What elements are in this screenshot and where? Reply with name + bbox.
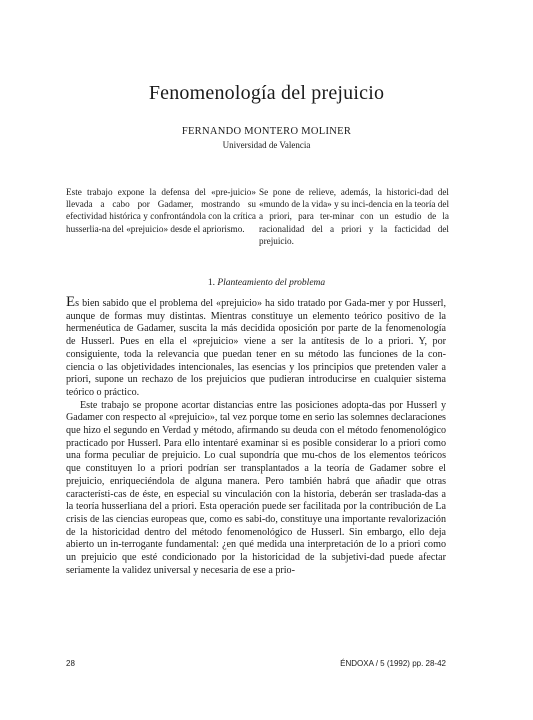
section-heading [0, 278, 533, 288]
article-title: Fenomenología del prejuicio [148, 82, 385, 104]
author-name: FERNANDO MONTERO MOLINER [181, 126, 352, 137]
body-paragraph-1 [66, 294, 446, 400]
author-affiliation: Universidad de Valencia [222, 140, 311, 150]
drop-cap: E [66, 294, 76, 310]
section-number: 1. [207, 278, 215, 288]
paragraph-1-text: s bien sabido que el problema del «prejuicio» ha sido tratado por Gada-mer y por Husserl, aunque de formas muy distintas. Mientras constituye un elemento teórico positivo de la hermenéutica de Gadamer, suscita la más decidida oposición por parte de la fenomenología de Husserl. Pues en ella el «prejuicio» viene a ser la antítesis de lo a priori. Y, por consiguiente, toda la relevancia que puedan tener en su método las funciones de la con-ciencia o las objetividades intencionales, las esencias y los principios que pretenden valer a priori, supone un rechazo de los prejuicios que pudieran introducirse en cualquier sistema teórico o práctico. [66, 298, 446, 398]
body-text [66, 294, 446, 577]
journal-reference: ÉNDOXA / 5 (1992) pp. 28-42 [340, 659, 446, 668]
page-number: 28 [66, 659, 75, 668]
body-paragraph-2: Este trabajo se propone acortar distancias entre las posiciones adopta-das por Husserl y Gadamer con respecto al «prejuicio», tal vez porque tome en serio las solemnes declaraciones que hizo el segundo en Verdad y método, afirmando su deuda con el método fenomenológico practicado por Husserl. Para ello intentaré examinar si es posible considerar lo a priori como una forma peculiar de prejuicio. Lo cual supondría que mu-chos de los elementos teóricos que constituyen lo a priori podrían ser transplantados a la teoría de Gadamer sobre el prejuicio, enriqueciéndola de alguna manera. Pero también habrá que añadir que otras característi-cas de éste, en especial su vinculación con la historia, deberán ser traslada-das a la teoría husserliana del a priori. Esta operación puede ser facilitada por la contribución de La crisis de las ciencias europeas que, como es sabi-do, constituye una importante revalorización de la historicidad dentro del método fenomenológico de Husserl. Sin embargo, ello deja abierto un in-terrogante fundamental: ¿en qué medida una interpretación de lo a priori como un prejuicio que esté condicionado por la historicidad de la subjetivi-dad puede afectar seriamente la validez universal y necesaria de ese a prio- [66, 399, 446, 576]
abstract-right-column: Se pone de relieve, además, la historici-dad del «mundo de la vida» y su inci-dencia en la teoría del a priori, para ter-minar con un estudio de la racionalidad del a priori y la facticidad del prejuicio. [259, 187, 449, 246]
abstract-left-column: Este trabajo expone la defensa del «pre-juicio» llevada a cabo por Gadamer, mostrando su efectividad histórica y confrontándola con la crítica husserlia-na del «prejuicio» desde el apriorismo. [66, 187, 256, 234]
section-title: Planteamiento del problema [217, 278, 326, 288]
